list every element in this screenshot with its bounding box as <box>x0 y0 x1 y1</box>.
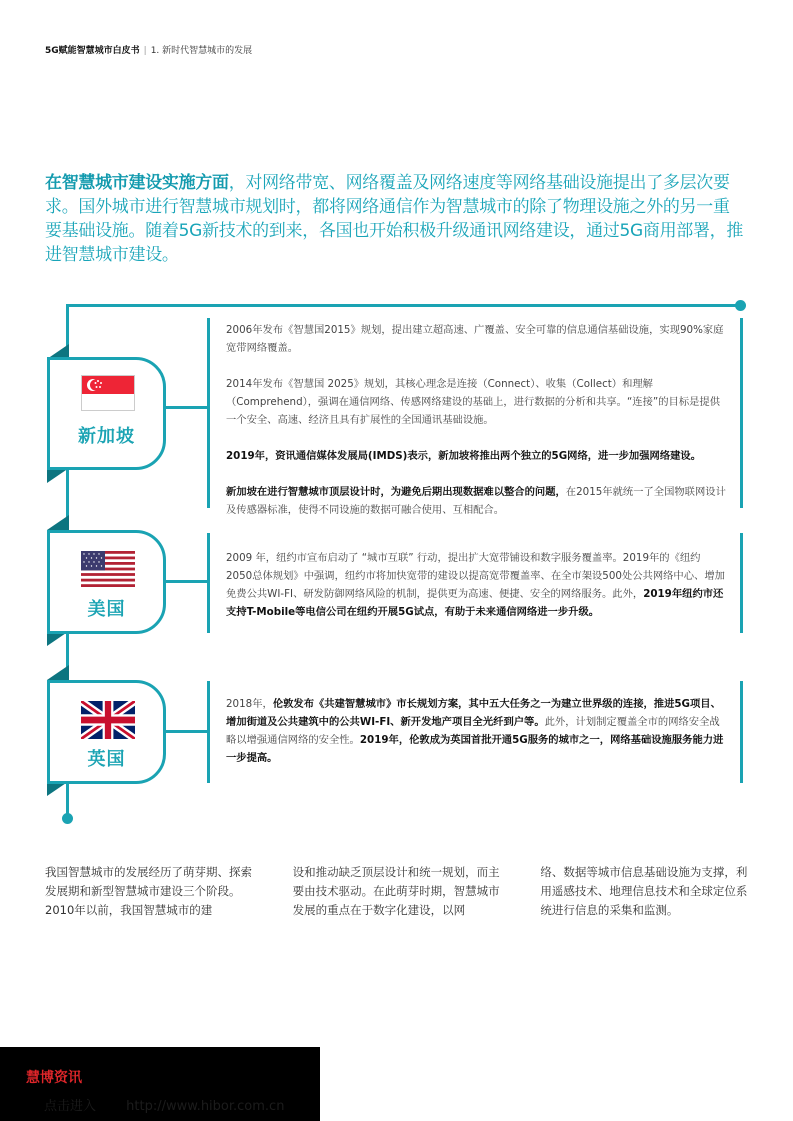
timeline-end-dot-top <box>735 300 746 311</box>
watermark-banner[interactable] <box>0 1047 320 1121</box>
country-text-uk <box>226 695 726 785</box>
right-bar-1 <box>740 318 743 508</box>
country-text-singapore <box>226 321 726 537</box>
country-card-usa <box>47 530 166 634</box>
fold-triangle <box>47 468 69 483</box>
body-columns <box>45 863 755 920</box>
body-column-3: 络、数据等城市信息基础设施为支撑，利用遥感技术、地理信息技术和全球定位系统进行信息的采集和监测。 <box>540 865 748 917</box>
fold-triangle <box>47 665 69 680</box>
link-label: 点击进入 <box>44 1099 97 1114</box>
body-column-2: 设和推动缺乏顶层设计和统一规划，而主要由技术驱动。在此萌芽时期，智慧城市发展的重点在于数字化建设，以网 <box>292 865 500 917</box>
bracket-bar-2 <box>207 533 210 633</box>
bracket-bar-1 <box>207 318 210 508</box>
timeline-end-dot-bottom <box>62 813 73 824</box>
doc-title: 5G赋能智慧城市白皮书 <box>45 46 140 56</box>
usa-flag-icon <box>81 551 135 587</box>
section-title: 1. 新时代智慧城市的发展 <box>150 46 253 56</box>
country-name: 英国 <box>87 749 126 770</box>
paragraph: 2018年，伦敦发布《共建智慧城市》市长规划方案，其中五大任务之一为建立世界级的连接，推进5G项目、增加街道及公共建筑中的公共WI-FI、新开发地产项目全光纤到户等。此外，计划制定覆盖全市的网络安全战略以增强通信网络的安全性。2019年，伦敦成为英国首批开通5G服务的城市之一，网络基础设施服务能力进一步提高。 <box>226 698 724 764</box>
intro-paragraph <box>45 171 745 267</box>
link-url[interactable]: http://www.hibor.com.cn <box>126 1099 285 1114</box>
paragraph: 2009 年，纽约市宣布启动了 “城市互联” 行动，提出扩大宽带铺设和数字服务覆盖率。2019年的《纽约2050总体规划》中强调，纽约市将加快宽带的建设以提高宽带覆盖率、在全市架设500处公共网络中心、增加免费公共WI-FI、研发防御网络风险的机制，提供更为高速、便捷、安全的网络服务。此外，2019年纽约市还支持T-Mobile等电信公司在纽约开展5G试点，有助于未来通信网络进一步升级。 <box>226 552 725 618</box>
paragraph: 2006年发布《智慧国2015》规划，提出建立超高速、广覆盖、安全可靠的信息通信基础设施，实现90%家庭宽带网络覆盖。 <box>226 324 724 354</box>
connector-1 <box>160 406 208 409</box>
connector-2 <box>160 580 208 583</box>
country-name: 新加坡 <box>78 426 135 447</box>
brand-name: 慧博资讯 <box>26 1070 82 1086</box>
paragraph: 新加坡在进行智慧城市顶层设计时，为避免后期出现数据难以整合的问题，在2015年就统一了全国物联网设计及传感器标准，使得不同设施的数据可融合使用、互相配合。 <box>226 486 726 516</box>
timeline-top-line <box>66 304 740 307</box>
right-bar-2 <box>740 533 743 633</box>
header-separator: | <box>143 46 147 56</box>
country-name: 美国 <box>87 599 126 620</box>
footer-link[interactable] <box>44 1095 284 1114</box>
uk-flag-icon <box>81 701 135 739</box>
country-card-singapore <box>47 357 166 470</box>
intro-text: ，对网络带宽、网络覆盖及网络速度等网络基础设施提出了多层次要求。国外城市进行智慧城市规划时，都将网络通信作为智慧城市的除了物理设施之外的另一重要基础设施。随着5G新技术的到来，各国也开始积极升级通讯网络建设，通过5G商用部署，推进智慧城市建设。 <box>45 173 744 265</box>
paragraph: 2019年，资讯通信媒体发展局(IMDS)表示，新加坡将推出两个独立的5G网络，进一步加强网络建设。 <box>226 450 702 462</box>
right-bar-3 <box>740 681 743 783</box>
paragraph: 2014年发布《智慧国 2025》规划，其核心理念是连接（Connect）、收集（Collect）和理解（Comprehend），强调在通信网络、传感网络建设的基础上，进行数据的分析和共享。“连接”的目标是提供一个安全、高速、经济且具有扩展性的全国通讯基础设施。 <box>226 378 721 426</box>
running-header <box>45 43 252 56</box>
singapore-flag-icon <box>81 375 135 411</box>
country-card-uk <box>47 680 166 784</box>
fold-triangle <box>47 515 69 530</box>
connector-3 <box>160 730 208 733</box>
country-text-usa <box>226 549 726 639</box>
body-column-1: 我国智慧城市的发展经历了萌芽期、探索发展期和新型智慧城市建设三个阶段。2010年以前，我国智慧城市的建 <box>45 865 252 917</box>
intro-lead: 在智慧城市建设实施方面 <box>45 173 229 193</box>
